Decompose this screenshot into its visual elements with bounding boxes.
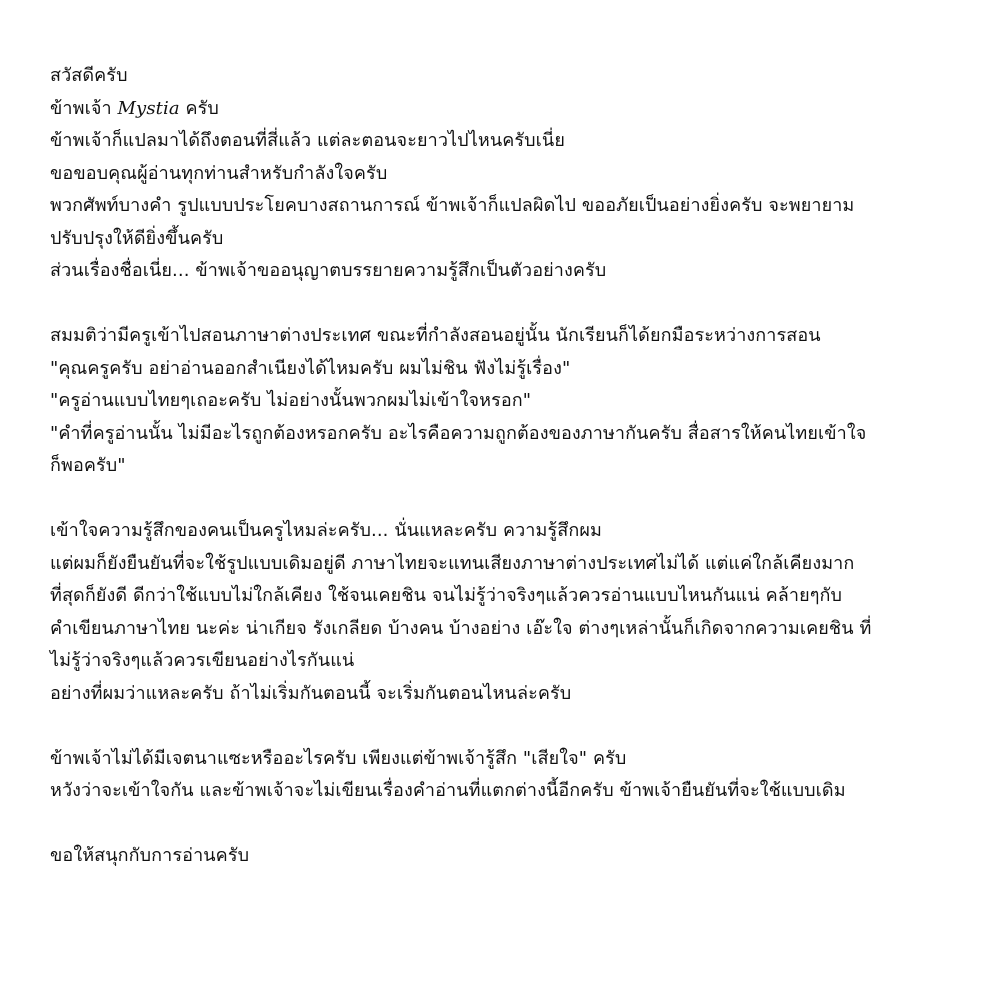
para3-line: เข้าใจความรู้สึกของคนเป็นครูไหมล่ะครับ... นั่นแหละครับ ความรู้สึกผม: [50, 520, 602, 541]
para3-line: ไม่รู้ว่าจริงๆแล้วควรเขียนอย่างไรกันแน่: [50, 650, 355, 671]
paragraph-gap: [50, 808, 970, 841]
intro-line: [50, 93, 970, 126]
intro-suffix: ครับ: [179, 97, 219, 119]
para3-line: ที่สุดก็ยังดี ดีกว่าใช้แบบไม่ใกล้เคียง ใช้จนเคยชิน จนไม่รู้ว่าจริงๆแล้วควรอ่านแบบไหนกันแน่ คล้ายๆกับ: [50, 585, 843, 606]
para1-line: ข้าพเจ้าก็แปลมาได้ถึงตอนที่สี่แล้ว แต่ละตอนจะยาวไปไหนครับเนี่ย: [50, 130, 565, 151]
closing-line: ขอให้สนุกกับการอ่านครับ: [50, 845, 250, 866]
para2-line: สมมติว่ามีครูเข้าไปสอนภาษาต่างประเทศ ขณะที่กำลังสอนอยู่นั้น นักเรียนก็ได้ยกมือระหว่างการสอน: [50, 325, 821, 346]
para3-line: อย่างที่ผมว่าแหละครับ ถ้าไม่เริ่มกันตอนนี้ จะเริ่มกันตอนไหนล่ะครับ: [50, 682, 572, 704]
para1-line: ปรับปรุงให้ดียิ่งขึ้นครับ: [50, 227, 224, 249]
author-name: Mystia: [117, 97, 180, 119]
para4-line: ข้าพเจ้าไม่ได้มีเจตนาแซะหรืออะไรครับ เพียงแต่ข้าพเจ้ารู้สึก "เสียใจ" ครับ: [50, 747, 627, 769]
para1-line: ส่วนเรื่องชื่อเนี่ย... ข้าพเจ้าขออนุญาตบรรยายความรู้สึกเป็นตัวอย่างครับ: [50, 260, 607, 281]
paragraph-gap: [50, 483, 970, 516]
paragraph-gap: [50, 288, 970, 321]
para2-line: "ครูอ่านแบบไทยๆเถอะครับ ไม่อย่างนั้นพวกผมไม่เข้าใจหรอก": [50, 390, 532, 411]
para2-line: "คำที่ครูอ่านนั้น ไม่มีอะไรถูกต้องหรอกครับ อะไรคือความถูกต้องของภาษากันครับ สื่อสารให้คนไทยเข้าใจ: [50, 422, 867, 444]
para2-line: "คุณครูครับ อย่าอ่านออกสำเนียงได้ไหมครับ ผมไม่ชิน ฟังไม่รู้เรื่อง": [50, 357, 571, 379]
greeting-line: สวัสดีครับ: [50, 65, 128, 86]
letter-body: [50, 60, 970, 873]
para2-line: ก็พอครับ": [50, 455, 126, 476]
para1-line: ขอขอบคุณผู้อ่านทุกท่านสำหรับกำลังใจครับ: [50, 162, 388, 184]
para3-line: แต่ผมก็ยังยืนยันที่จะใช้รูปแบบเดิมอยู่ดี ภาษาไทยจะแทนเสียงภาษาต่างประเทศไม่ได้ แต่แค่ใกล้เคียงมาก: [50, 552, 855, 574]
paragraph-gap: [50, 710, 970, 743]
intro-prefix: ข้าพเจ้า: [50, 97, 118, 119]
para4-line: หวังว่าจะเข้าใจกัน และข้าพเจ้าจะไม่เขียนเรื่องคำอ่านที่แตกต่างนี้อีกครับ ข้าพเจ้ายืนยันที่จะใช้แบบเดิม: [50, 780, 846, 801]
para1-line: พวกศัพท์บางคำ รูปแบบประโยคบางสถานการณ์ ข้าพเจ้าก็แปลผิดไป ขออภัยเป็นอย่างยิ่งครับ จะพยายาม: [50, 195, 855, 216]
para3-line: คำเขียนภาษาไทย นะค่ะ น่าเกียจ รังเกลียด บ้างคน บ้างอย่าง เอ๊ะใจ ต่างๆเหล่านั้นก็เกิดจากความเคยชิน ที่: [50, 617, 872, 639]
